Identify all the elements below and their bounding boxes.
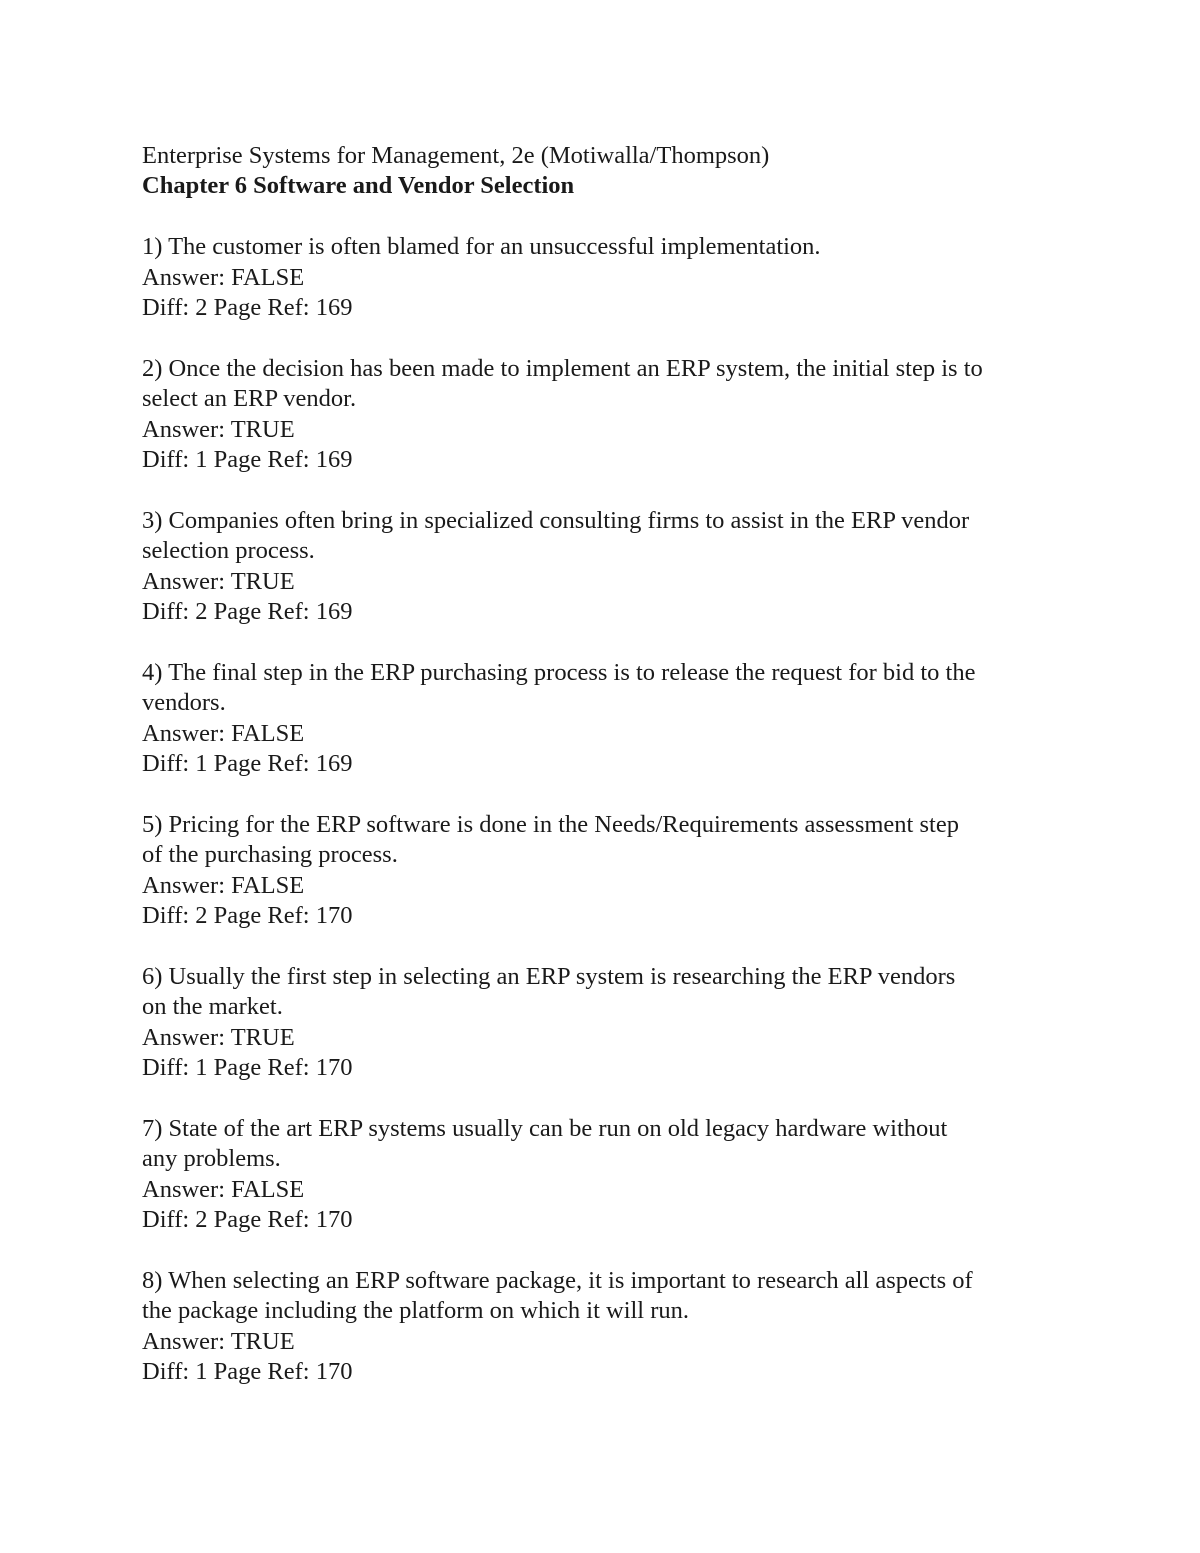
question-answer: Answer: TRUE — [142, 1327, 295, 1355]
question-answer: Answer: TRUE — [142, 1023, 295, 1051]
question-item — [142, 354, 1082, 476]
question-text-line: 4) The final step in the ERP purchasing process is to release the request for bid to the — [142, 658, 976, 686]
question-item — [142, 962, 1082, 1084]
question-text-line: select an ERP vendor. — [142, 385, 357, 413]
question-item — [142, 658, 1082, 780]
question-item — [142, 232, 1082, 323]
chapter-title: Chapter 6 Software and Vendor Selection — [142, 172, 575, 200]
question-answer: Answer: FALSE — [142, 871, 305, 899]
question-answer: Answer: TRUE — [142, 567, 295, 595]
question-answer: Answer: FALSE — [142, 1175, 305, 1203]
question-meta: Diff: 2 Page Ref: 170 — [142, 1206, 353, 1234]
question-meta: Diff: 2 Page Ref: 170 — [142, 902, 353, 930]
document-content — [142, 141, 1082, 1418]
question-text-line: of the purchasing process. — [142, 841, 398, 869]
question-answer: Answer: FALSE — [142, 719, 305, 747]
question-text-line: 1) The customer is often blamed for an unsuccessful implementation. — [142, 233, 821, 261]
question-item — [142, 506, 1082, 628]
question-text-line: 5) Pricing for the ERP software is done in the Needs/Requirements assessment step — [142, 810, 959, 838]
question-answer: Answer: TRUE — [142, 415, 295, 443]
question-item — [142, 1114, 1082, 1236]
question-text-line: 2) Once the decision has been made to implement an ERP system, the initial step is to — [142, 354, 983, 382]
question-text-line: 3) Companies often bring in specialized consulting firms to assist in the ERP vendor — [142, 506, 970, 534]
question-meta: Diff: 1 Page Ref: 169 — [142, 446, 353, 474]
question-meta: Diff: 2 Page Ref: 169 — [142, 294, 353, 322]
question-meta: Diff: 1 Page Ref: 170 — [142, 1054, 353, 1082]
question-answer: Answer: FALSE — [142, 263, 305, 291]
question-text-line: 6) Usually the first step in selecting an ERP system is researching the ERP vendors — [142, 962, 956, 990]
question-text-line: the package including the platform on which it will run. — [142, 1297, 690, 1325]
question-text-line: 8) When selecting an ERP software package, it is important to research all aspects of — [142, 1266, 973, 1294]
book-title: Enterprise Systems for Management, 2e (Motiwalla/Thompson) — [142, 142, 770, 169]
question-meta: Diff: 1 Page Ref: 170 — [142, 1358, 353, 1386]
question-text-line: 7) State of the art ERP systems usually can be run on old legacy hardware without — [142, 1114, 948, 1142]
question-meta: Diff: 1 Page Ref: 169 — [142, 750, 353, 778]
question-text-line: vendors. — [142, 689, 226, 717]
question-item — [142, 1266, 1082, 1388]
question-text-line: on the market. — [142, 993, 283, 1021]
question-text-line: any problems. — [142, 1145, 281, 1173]
question-text-line: selection process. — [142, 537, 315, 565]
question-item — [142, 810, 1082, 932]
question-meta: Diff: 2 Page Ref: 169 — [142, 598, 353, 626]
